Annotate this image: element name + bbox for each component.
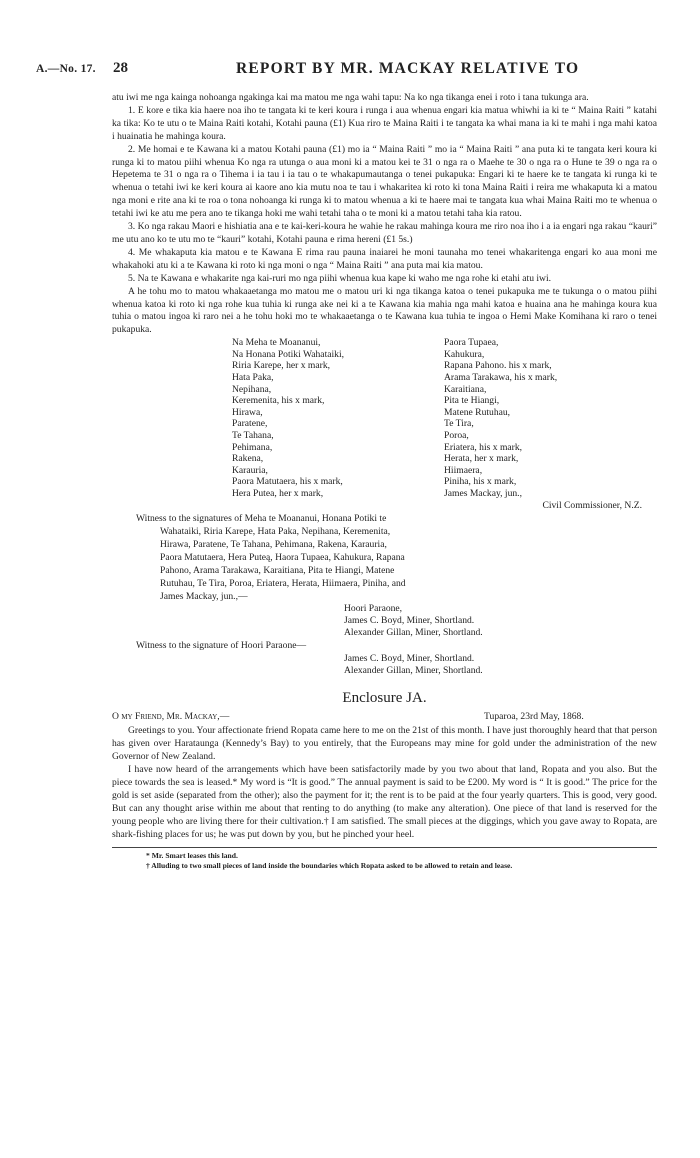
- signature-right: Pita te Hiangi,: [444, 395, 500, 407]
- witness-name: Alexander Gillan, Miner, Shortland.: [344, 626, 483, 638]
- letter-paragraph: Greetings to you. Your affectionate friend Ropata came here to me on the 21st of this month. I have just thoroughly heard that that person has given over Harataunga (Kennedy’s Bay) to you entirely, that the Europeans may mine for gold under the administration of the new Governor of New Zealand.: [112, 725, 657, 763]
- signature-right: James Mackay, jun.,: [444, 487, 522, 499]
- signature-right: Piniha, his x mark,: [444, 476, 517, 488]
- signature-right: Herata, her x mark,: [444, 453, 519, 465]
- footnote: * Mr. Smart leases this land.: [146, 851, 238, 861]
- signature-row: [232, 430, 642, 442]
- footnotes: [112, 847, 657, 871]
- witness-line: Wahataiki, Riria Karepe, Hata Paka, Nepihana, Keremenita,: [160, 526, 391, 538]
- signature-row: [232, 384, 642, 396]
- signature-row: [232, 395, 642, 407]
- witness-name: James C. Boyd, Miner, Shortland.: [344, 615, 475, 627]
- witness-name: James C. Boyd, Miner, Shortland.: [344, 653, 475, 665]
- witness-line: Rutuhau, Te Tira, Poroa, Eriatera, Herata, Hiimaera, Piniha, and: [160, 577, 406, 589]
- signature-row: [232, 476, 642, 488]
- signature-right: Kahukura,: [444, 348, 485, 360]
- letter-heading: [112, 711, 657, 725]
- witness-block-2: [136, 640, 657, 676]
- letter-salutation: O my Friend, Mr. Mackay,—: [112, 711, 230, 723]
- witness-intro: Witness to the signatures of Meha te Moananui, Honana Potiki te: [136, 513, 387, 525]
- body-paragraph: atu iwi me nga kainga nohoanga ngakinga kai ma matou me nga wahi tapu: Na ko nga tikanga enei i roto i tana tukunga ara.: [112, 92, 589, 103]
- signature-row: [232, 453, 642, 465]
- signature-left: Na Meha te Moananui,: [232, 337, 321, 349]
- signature-row: [232, 349, 642, 361]
- signature-row: [232, 442, 642, 454]
- signature-right: Matene Rutuhau,: [444, 406, 511, 418]
- signature-right: Hiimaera,: [444, 464, 483, 476]
- letter-place-date: Tuparoa, 23rd May, 1868.: [484, 711, 584, 723]
- signature-left: Paora Matutaera, his x mark,: [232, 476, 343, 488]
- page-header: [36, 60, 664, 80]
- witness-intro: Witness to the signature of Hoori Paraone—: [136, 640, 307, 652]
- signature-right: Arama Tarakawa, his x mark,: [444, 372, 558, 383]
- witness-line: Paora Matutaera, Hera Puteą, Haora Tupaea, Kahukura, Rapana: [160, 551, 405, 563]
- signature-right: Karaitiana,: [444, 383, 487, 395]
- body-paragraph: A he tohu mo to matou whakaaetanga mo matou me o matou uri ki nga tikanga katoa o tenei pukapuka me te tukunga o o matou piihi whenua katoa ki roto ki nga rohe kua tuhia ki runga ake nei ki a te Kawana kia mahia nga mahi katoa e huaina ana he mahinga koura kua tuhia o matou ingoa ki raro nei a he tohu hoki mo te whakaaetanga o te Kawana kua tuhia te ingoa o Hemi Make Komihana ki raro o tenei pukapuka.: [112, 285, 657, 336]
- body-paragraph: 5. Na te Kawana e whakarite nga kai-ruri mo nga piihi whenua kua kape ki waho me nga rohe ki etahi atu iwi.: [128, 272, 552, 284]
- page-number: 28: [113, 60, 128, 76]
- witness-block-1: [136, 513, 657, 638]
- witness-name: Alexander Gillan, Miner, Shortland.: [344, 664, 483, 676]
- signature-row: [232, 407, 642, 419]
- signature-left: Na Honana Potiki Wahataiki,: [232, 348, 345, 360]
- signature-left: Paratene,: [232, 418, 268, 430]
- signature-right: Te Tira,: [444, 418, 474, 430]
- witness-line: Hirawa, Paratene, Te Tahana, Pehimana, Rakena, Karauria,: [160, 538, 387, 550]
- witness-line: Pahono, Arama Tarakawa, Karaitiana, Pita te Hiangi, Matene: [160, 564, 395, 576]
- signature-left: Te Tahana,: [232, 429, 274, 441]
- witness-line: James Mackay, jun.,—: [160, 590, 248, 602]
- signature-row: [232, 465, 642, 477]
- signature-left: Karauria,: [232, 464, 268, 476]
- signature-row: [232, 337, 642, 349]
- footnote: † Alluding to two small pieces of land inside the boundaries which Ropata asked to be allowed to retain and lease.: [146, 861, 513, 871]
- body-paragraph: 4. Me whakaputa kia matou e te Kawana E rima rau pauna inaiarei he moni taunaha mo tenei whakaritenga engari ko aua moni me whakahoki atu ki a te Kawana ki roto ki nga moni o nga “ Maina Raiti ” ana puta mai kia matou.: [112, 246, 657, 271]
- witness-name: Hoori Paraone,: [344, 603, 403, 615]
- signature-left: Riria Karepe, her x mark,: [232, 360, 331, 372]
- signature-right: Poroa,: [444, 429, 469, 441]
- signature-left: Nepihana,: [232, 383, 272, 395]
- signature-right: Paora Tupaea,: [444, 337, 499, 349]
- signatures-table: [232, 337, 642, 511]
- signature-left: Hata Paka,: [232, 372, 274, 383]
- signature-row: [232, 488, 642, 500]
- signature-left: Hera Putea, her x mark,: [232, 487, 324, 499]
- signature-right: Eriatera, his x mark,: [444, 441, 523, 453]
- page-body: [112, 92, 657, 871]
- document-reference: A.—No. 17.: [36, 63, 96, 75]
- commissioner-title: Civil Commissioner, N.Z.: [542, 499, 642, 511]
- signature-left: Hirawa,: [232, 406, 263, 418]
- letter-paragraph: I have now heard of the arrangements which have been satisfactorily made by you two about that land, Ropata and you also. But the piece towards the sea is leased.* My word is “It is good.” The annual payment is said to be £200. My word is “ It is good.” The price for the gold is set aside (separated from the other); also the payment for it; the rent is to be paid at the four yearly quarters. This is good, very good. But can any thought arise within me about that renting to do anything (to make any alteration). One piece of that land is reserved for the young people who are living there for their cultivation.† I am satisfied. The small pieces at the diggings, which you gave away to Ropata, are shark-fishing places for us; he was put down by you, but he pinched your heel.: [112, 763, 657, 840]
- body-paragraph: 1. E kore e tika kia haere noa iho te tangata ki te keri koura i runga i aua whenua engari kia matua whiwhi ia ki te “ Maina Raiti ” katahi ka tika: Ko te utu o te Maina Raiti kotahi, Kotahi pauna (£1) Kua riro te Maina Raiti i te tangata ka whai mana ia ki te mahi i nga mahi katoa i huainatia he mahinga koura.: [112, 104, 657, 142]
- enclosure-title: Enclosure JA.: [342, 690, 427, 707]
- signature-row: [232, 500, 642, 512]
- signature-left: Keremenita, his x mark,: [232, 395, 325, 407]
- signature-left: Pehimana,: [232, 441, 273, 453]
- body-paragraph: 3. Ko nga rakau Maori e hishiatia ana e te kai-keri-koura he wahie he rakau mahinga koura me riro noa iho i a ia engari nga rakau “kauri” me utu ano ko te utu mo te “kauri” kotahi, Kotahi pauna e rima hereni (£1 5s.): [112, 221, 657, 245]
- signature-row: [232, 372, 642, 384]
- report-title: REPORT BY MR. MACKAY RELATIVE TO: [236, 60, 580, 77]
- signature-right: Rapana Pahono. his x mark,: [444, 360, 552, 372]
- signature-row: [232, 418, 642, 430]
- body-paragraph: 2. Me homai e te Kawana ki a matou Kotahi pauna (£1) mo ia “ Maina Raiti ” mo ia “ Maina Raiti ” ana puta ki te tangata keri koura ki runga ki to matou piihi whenua Ko nga ra utunga o aua moni ki a matou kei te 31 o nga ra o Maehe te 30 o nga ra o Hune te 39 o nga ra o Hepetema te 31 o nga ra o Tihema i ia tau i ia tau o te whakapumautanga o tenei pukapuka: Engari ki te haere ke te tangata ki runga ki te whenua o tetahi iwi ke keri koura ai kaore ano kia mutu noa te tau i whakaritea ki roto ki tona Maina Raiti i reira me whakaputa ki a matou nga moni e rite ana ki te roa o tona nohoanga ki runga ki to matou whenua a ki te haere mai te tangata kua whai Maina Raiti mo te whenua o tetahi iwi ke atu me pera ano te tikanga hoki me wahi tetahi taha o te moni ki a matou tetahi taha kia ratou.: [112, 143, 657, 220]
- signature-left: Rakena,: [232, 453, 264, 465]
- signature-row: [232, 360, 642, 372]
